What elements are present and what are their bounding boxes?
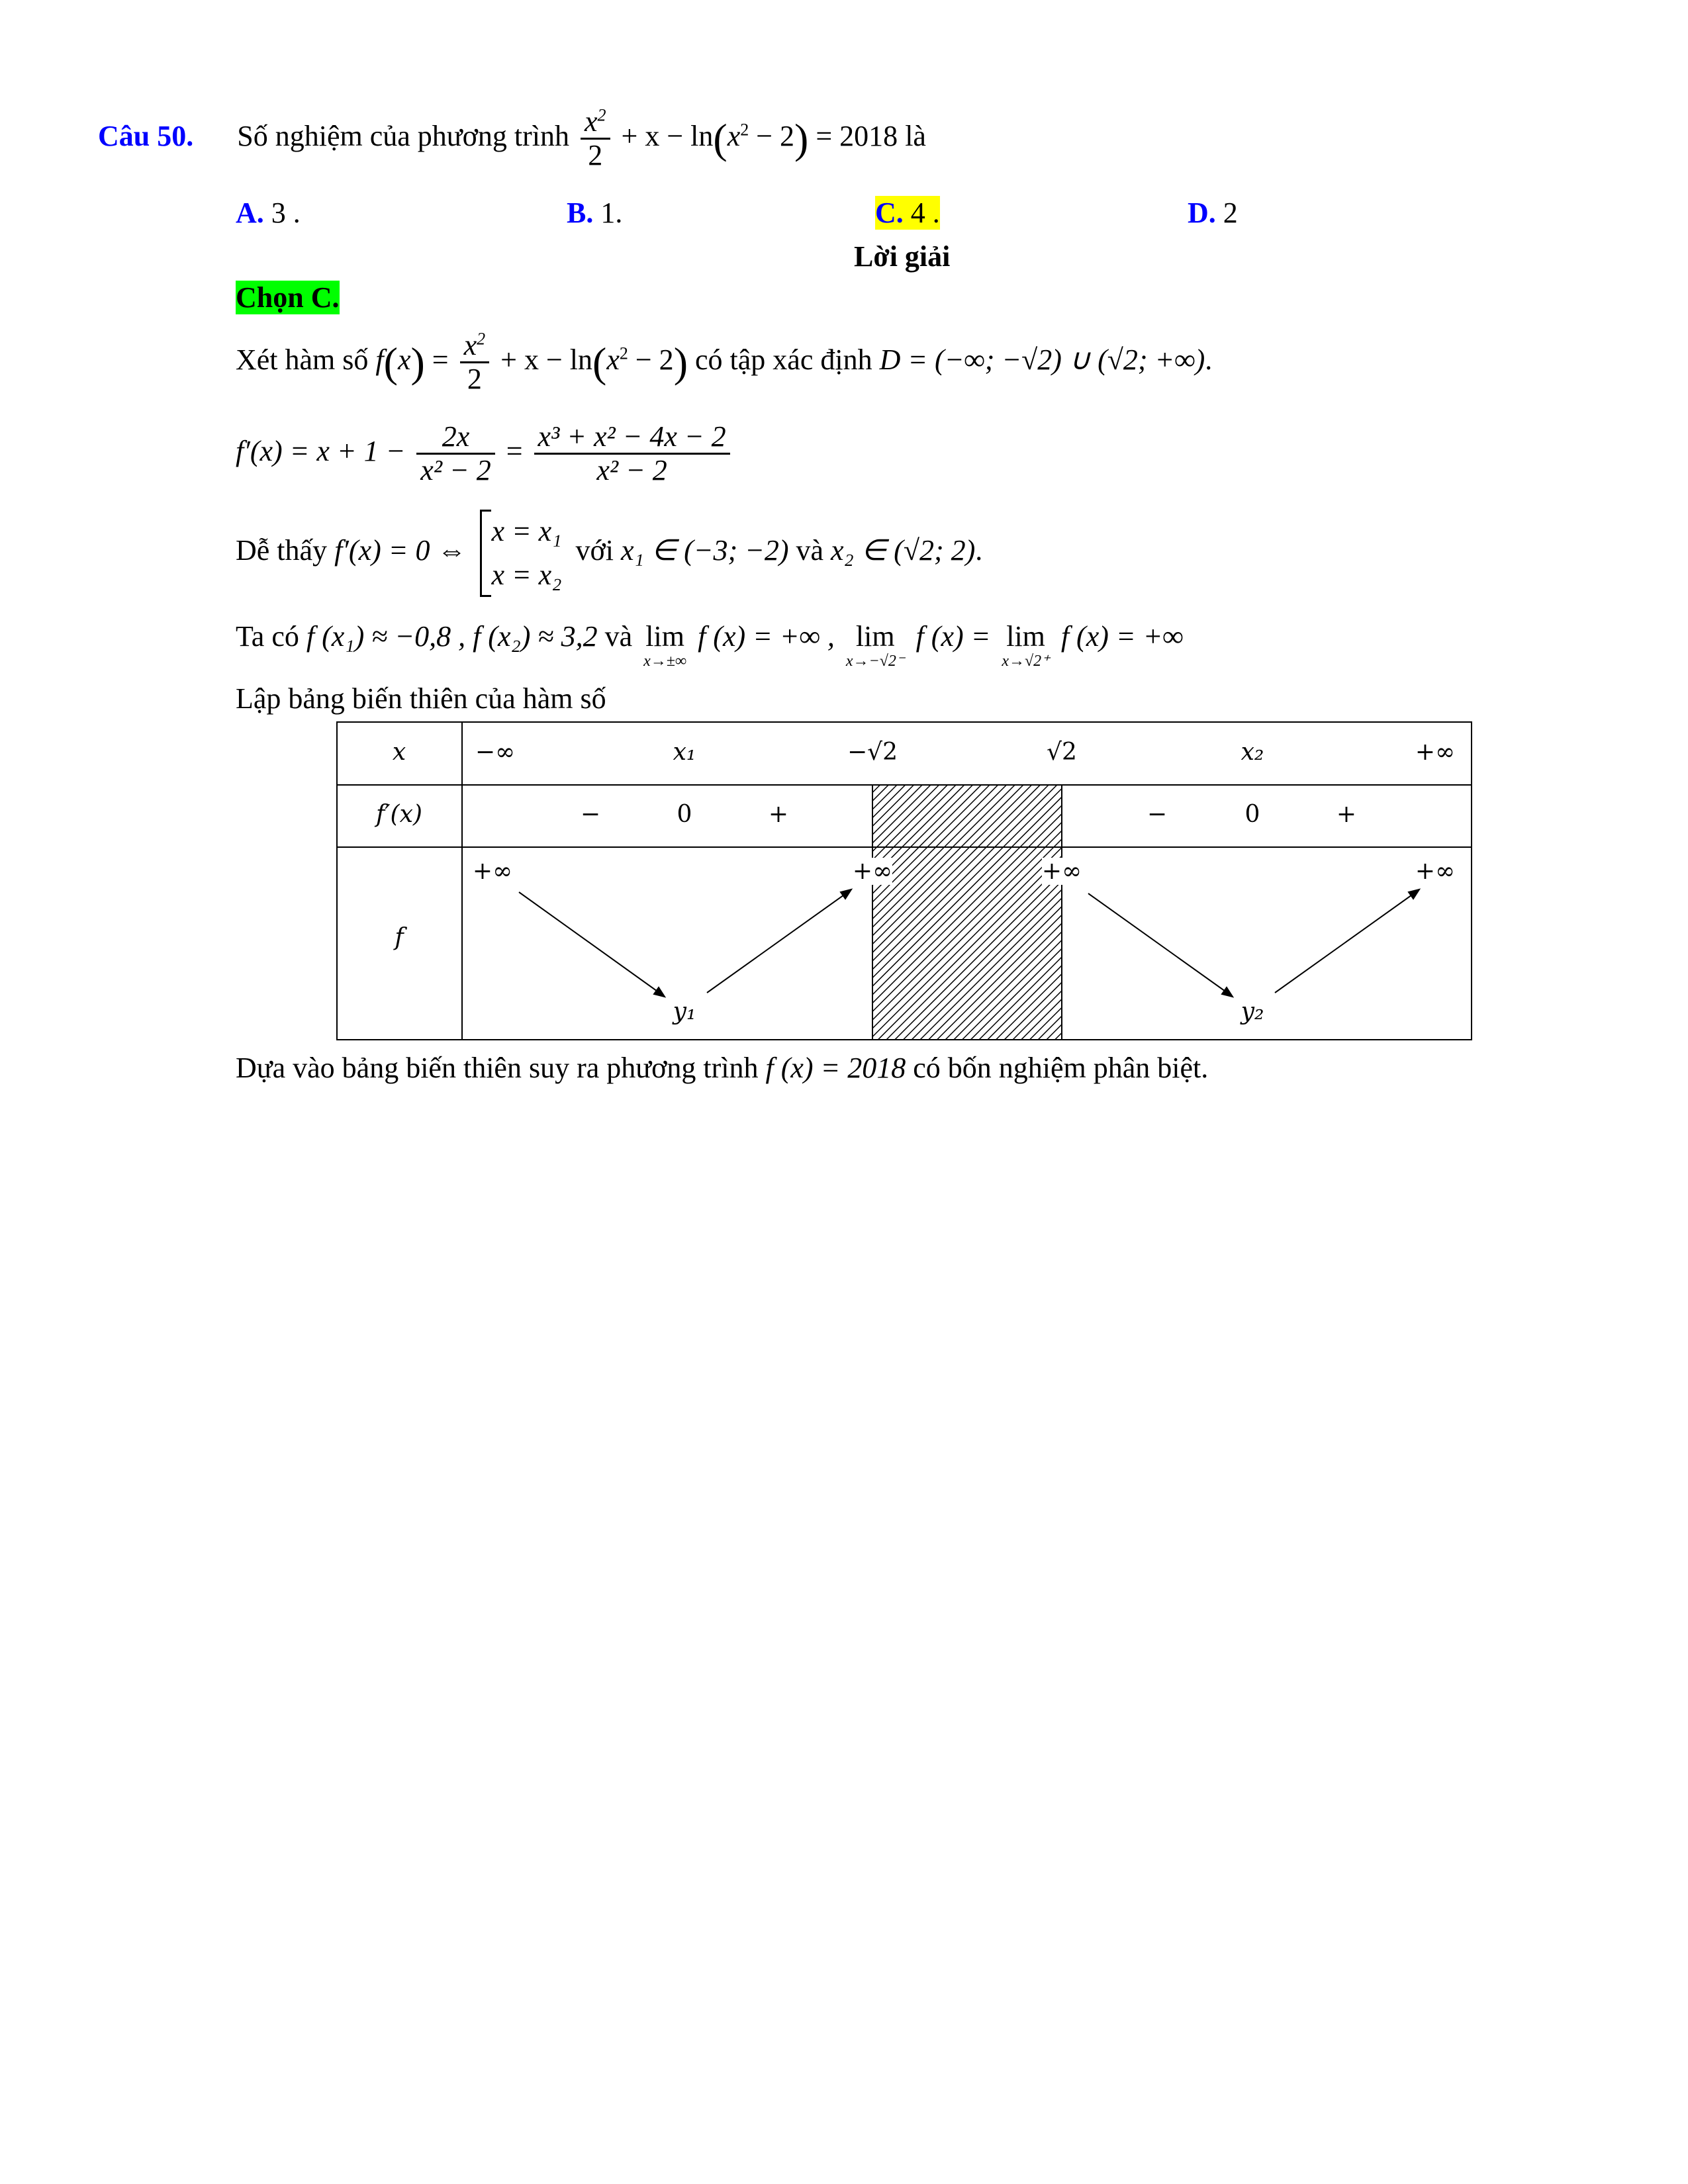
line4-lead: Ta có	[236, 620, 299, 653]
line-critical-points	[236, 510, 982, 597]
solution-title: Lời giải	[854, 240, 951, 273]
line4-v2: f (x₂) ≈ 3,2	[473, 620, 598, 653]
sign: 0	[1244, 801, 1260, 828]
line2-num1: 2x	[442, 420, 470, 453]
line1-x: x	[397, 343, 411, 376]
chosen-answer: Chọn C.	[236, 281, 340, 314]
f-bottom-value: y₂	[1241, 998, 1264, 1025]
line-values-limits	[236, 619, 1184, 669]
line4-lim3	[1002, 619, 1050, 669]
line3-end: .	[975, 534, 983, 567]
line2-den1: x² − 2	[416, 453, 494, 486]
line2-den2: x² − 2	[534, 453, 730, 486]
line4-lim2-word: lim	[855, 620, 895, 653]
line3-x2in: x₂ ∈ (√2; 2)	[831, 534, 976, 567]
line4-lim2-sub: x→−√2⁻	[845, 653, 905, 670]
x-value: +∞	[1415, 739, 1456, 766]
option-b-value: 1.	[600, 197, 623, 229]
line1-lead: Xét hàm số	[236, 343, 369, 376]
conclusion-eq: f (x) = 2018	[765, 1052, 906, 1084]
line2-eq: =	[506, 434, 523, 467]
eq-rest-d: = 2018	[816, 119, 898, 152]
line3-x1in: x₁ ∈ (−3; −2)	[620, 534, 789, 567]
line4-lim2-rest: f (x) =	[915, 620, 991, 653]
sign: −	[1147, 801, 1168, 828]
line4-v1: f (x₁) ≈ −0,8 ,	[306, 620, 466, 653]
line1-rest: + x − ln	[500, 343, 593, 376]
option-d-letter: D.	[1188, 197, 1216, 229]
line3-lead: Dễ thấy	[236, 534, 328, 567]
option-c-letter: C.	[875, 197, 904, 229]
conclusion-text: Dựa vào bảng biến thiên suy ra phương trình	[236, 1052, 759, 1084]
line4-lim1	[643, 619, 686, 669]
line3-with: với	[575, 534, 614, 567]
line2-fraction-1	[416, 421, 494, 487]
x-value: x₁	[673, 739, 696, 766]
table-intro: Lập bảng biến thiên của hàm số	[236, 682, 606, 715]
line-function-def: Xét hàm số f(x) = $\frac{x^2}{2}$ + $x - \ln(x^2 - 2)$ có tập xác định D = (−∞; −√2) ∪ (√2; +∞).	[236, 329, 1213, 396]
variation-table	[336, 721, 1472, 1040]
line4-lim1-rest: f (x) = +∞ ,	[698, 620, 835, 653]
question-stem-end: là	[905, 119, 926, 152]
question-line: Câu 50. Số nghiệm của phương trình $\frac{x^2}{2}$ + $x - \ln(x^2 - 2) = 2018$ là	[98, 105, 926, 172]
line1-rest2: x	[606, 343, 620, 376]
line1-domain-text: có tập xác định	[695, 343, 872, 376]
line3-cond: f′(x) = 0 ⇔	[334, 534, 467, 567]
x-value: √2	[1047, 739, 1077, 766]
line3-and: và	[796, 534, 824, 567]
x-value: x₂	[1241, 739, 1264, 766]
question-label: Câu 50.	[98, 119, 194, 152]
row-label-f: f	[395, 924, 404, 951]
line4-lim3-sub: x→√2⁺	[1002, 653, 1050, 670]
line4-lim2	[846, 619, 905, 669]
f-top-value: +∞	[1415, 858, 1456, 885]
sign: 0	[677, 801, 692, 828]
line1-domain: D = (−∞; −√2) ∪ (√2; +∞)	[879, 343, 1205, 376]
line4-lim1-sub: x→±∞	[643, 653, 687, 670]
row-label-x: x	[392, 739, 406, 766]
conclusion-rest: có bốn nghiệm phân biệt.	[913, 1052, 1209, 1084]
option-b	[567, 196, 622, 230]
line2-lhs: f′(x) = x + 1 −	[236, 434, 406, 467]
line1-fraction: $\frac{x^2}{2}$	[460, 330, 490, 396]
line4-lim3-rest: f (x) = +∞	[1060, 620, 1184, 653]
line2-num2: x³ + x² − 4x − 2	[538, 420, 726, 453]
eq-numerator: x	[584, 105, 598, 138]
eq-rest-b: x	[727, 119, 741, 152]
sign: +	[1336, 801, 1357, 828]
eq-rest-a: + x − ln	[621, 119, 714, 152]
f-top-value: +∞	[852, 858, 893, 885]
option-c	[875, 196, 940, 230]
equation-fraction: $\frac{x^2}{2}$	[581, 106, 610, 172]
line4-lim3-word: lim	[1006, 620, 1045, 653]
line1-rest3: − 2	[635, 343, 674, 376]
line1-eq: =	[432, 343, 449, 376]
line1-num: x	[463, 329, 477, 361]
line3-case2: x = x₂	[491, 559, 562, 591]
row-label-fprime: f′(x)	[376, 801, 422, 828]
option-d-value: 2	[1223, 197, 1238, 229]
option-a-letter: A.	[236, 197, 264, 229]
f-top-value: +∞	[472, 858, 513, 885]
line2-fraction-2	[534, 421, 730, 487]
x-value: −√2	[847, 739, 898, 766]
eq-rest-c: − 2	[756, 119, 795, 152]
option-c-value: 4 .	[910, 197, 940, 229]
line3-case1: x = x₁	[491, 515, 562, 547]
sign: −	[580, 801, 601, 828]
line3-system	[480, 510, 561, 597]
f-bottom-value: y₁	[673, 998, 696, 1025]
line4-and: và	[604, 620, 633, 653]
line1-den: 2	[460, 361, 490, 395]
line1-fx: f	[375, 343, 384, 376]
option-b-letter: B.	[567, 197, 594, 229]
undefined-region-hatch	[872, 785, 1062, 1040]
sign: +	[768, 801, 789, 828]
f-top-value: +∞	[1041, 858, 1082, 885]
line-derivative	[236, 421, 734, 487]
x-value: −∞	[475, 739, 516, 766]
option-a-value: 3 .	[271, 197, 301, 229]
eq-denominator: 2	[581, 138, 610, 171]
question-stem: Số nghiệm của phương trình	[237, 119, 569, 152]
conclusion-line	[236, 1051, 1208, 1085]
option-a	[236, 196, 301, 230]
line1-end: .	[1205, 343, 1213, 376]
option-d	[1188, 196, 1238, 230]
line4-lim1-word: lim	[645, 620, 684, 653]
